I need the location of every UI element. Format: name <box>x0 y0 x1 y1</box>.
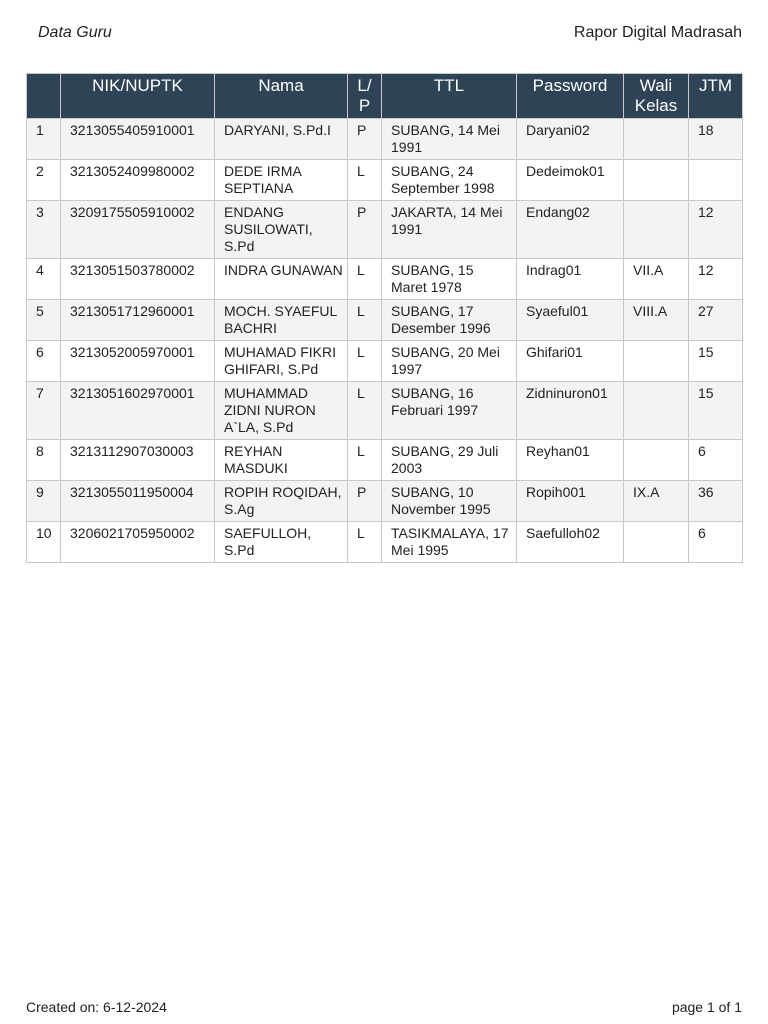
col-header-ttl: TTL <box>382 74 517 119</box>
table-row <box>27 522 743 563</box>
cell-nama: ROPIH ROQIDAH, S.Ag <box>215 481 348 522</box>
cell-lp: L <box>348 259 382 300</box>
table-row <box>27 481 743 522</box>
cell-jtm: 6 <box>689 522 743 563</box>
cell-ttl: SUBANG, 24 September 1998 <box>382 160 517 201</box>
cell-ttl: SUBANG, 29 Juli 2003 <box>382 440 517 481</box>
cell-nik: 3213052409980002 <box>61 160 215 201</box>
cell-nik: 3213055011950004 <box>61 481 215 522</box>
cell-wali-kelas <box>624 119 689 160</box>
cell-jtm: 12 <box>689 201 743 259</box>
teacher-table <box>26 73 743 563</box>
cell-lp: L <box>348 160 382 201</box>
col-header-nik: NIK/NUPTK <box>61 74 215 119</box>
cell-nama: MUHAMMAD ZIDNI NURON A`LA, S.Pd <box>215 382 348 440</box>
cell-no: 7 <box>27 382 61 440</box>
col-header-wali-kelas: Wali Kelas <box>624 74 689 119</box>
table-row <box>27 440 743 481</box>
cell-no: 10 <box>27 522 61 563</box>
cell-password: Zidninuron01 <box>517 382 624 440</box>
cell-nik: 3206021705950002 <box>61 522 215 563</box>
cell-nik: 3213051602970001 <box>61 382 215 440</box>
cell-ttl: SUBANG, 16 Februari 1997 <box>382 382 517 440</box>
col-header-lp: L/ P <box>348 74 382 119</box>
cell-nama: INDRA GUNAWAN <box>215 259 348 300</box>
cell-password: Indrag01 <box>517 259 624 300</box>
cell-ttl: TASIKMALAYA, 17 Mei 1995 <box>382 522 517 563</box>
cell-wali-kelas <box>624 160 689 201</box>
cell-no: 8 <box>27 440 61 481</box>
cell-jtm: 12 <box>689 259 743 300</box>
cell-lp: P <box>348 119 382 160</box>
page-number: page 1 of 1 <box>671 999 742 1015</box>
cell-no: 5 <box>27 300 61 341</box>
cell-wali-kelas <box>624 201 689 259</box>
cell-nik: 3213051503780002 <box>61 259 215 300</box>
col-header-jtm: JTM <box>689 74 743 119</box>
cell-nama: REYHAN MASDUKI <box>215 440 348 481</box>
cell-no: 4 <box>27 259 61 300</box>
cell-wali-kelas <box>624 522 689 563</box>
cell-password: Syaeful01 <box>517 300 624 341</box>
cell-password: Endang02 <box>517 201 624 259</box>
cell-nama: MUHAMAD FIKRI GHIFARI, S.Pd <box>215 341 348 382</box>
cell-wali-kelas <box>624 341 689 382</box>
cell-lp: L <box>348 522 382 563</box>
col-header-nama: Nama <box>215 74 348 119</box>
cell-jtm: 27 <box>689 300 743 341</box>
cell-ttl: SUBANG, 14 Mei 1991 <box>382 119 517 160</box>
cell-jtm: 6 <box>689 440 743 481</box>
cell-password: Dedeimok01 <box>517 160 624 201</box>
cell-ttl: SUBANG, 15 Maret 1978 <box>382 259 517 300</box>
app-name: Rapor Digital Madrasah <box>573 24 742 41</box>
cell-ttl: JAKARTA, 14 Mei 1991 <box>382 201 517 259</box>
cell-nik: 3209175505910002 <box>61 201 215 259</box>
cell-password: Saefulloh02 <box>517 522 624 563</box>
cell-no: 6 <box>27 341 61 382</box>
cell-wali-kelas: VIII.A <box>624 300 689 341</box>
cell-nama: SAEFULLOH, S.Pd <box>215 522 348 563</box>
cell-jtm: 15 <box>689 341 743 382</box>
cell-nik: 3213055405910001 <box>61 119 215 160</box>
table-header-row <box>27 74 743 119</box>
cell-nik: 3213112907030003 <box>61 440 215 481</box>
cell-wali-kelas <box>624 440 689 481</box>
table-body <box>27 119 743 563</box>
cell-ttl: SUBANG, 10 November 1995 <box>382 481 517 522</box>
cell-wali-kelas: IX.A <box>624 481 689 522</box>
table-row <box>27 341 743 382</box>
document-title: Data Guru <box>38 24 112 41</box>
cell-jtm: 18 <box>689 119 743 160</box>
table-row <box>27 382 743 440</box>
cell-lp: L <box>348 341 382 382</box>
cell-nama: DEDE IRMA SEPTIANA <box>215 160 348 201</box>
cell-wali-kelas: VII.A <box>624 259 689 300</box>
cell-jtm: 36 <box>689 481 743 522</box>
cell-ttl: SUBANG, 17 Desember 1996 <box>382 300 517 341</box>
cell-nama: ENDANG SUSILOWATI, S.Pd <box>215 201 348 259</box>
cell-lp: P <box>348 201 382 259</box>
created-date: Created on: 6-12-2024 <box>26 999 167 1015</box>
cell-no: 2 <box>27 160 61 201</box>
cell-no: 9 <box>27 481 61 522</box>
col-header-password: Password <box>517 74 624 119</box>
cell-jtm: 15 <box>689 382 743 440</box>
table-row <box>27 160 743 201</box>
cell-nama: DARYANI, S.Pd.I <box>215 119 348 160</box>
cell-nik: 3213051712960001 <box>61 300 215 341</box>
cell-nama: MOCH. SYAEFUL BACHRI <box>215 300 348 341</box>
table-row <box>27 300 743 341</box>
cell-ttl: SUBANG, 20 Mei 1997 <box>382 341 517 382</box>
cell-no: 3 <box>27 201 61 259</box>
cell-no: 1 <box>27 119 61 160</box>
cell-nik: 3213052005970001 <box>61 341 215 382</box>
table-row <box>27 201 743 259</box>
cell-password: Daryani02 <box>517 119 624 160</box>
col-header-no <box>27 74 61 119</box>
cell-password: Ghifari01 <box>517 341 624 382</box>
cell-lp: L <box>348 440 382 481</box>
table-row <box>27 119 743 160</box>
cell-lp: L <box>348 300 382 341</box>
cell-password: Reyhan01 <box>517 440 624 481</box>
cell-lp: P <box>348 481 382 522</box>
cell-lp: L <box>348 382 382 440</box>
cell-jtm <box>689 160 743 201</box>
cell-password: Ropih001 <box>517 481 624 522</box>
table-row <box>27 259 743 300</box>
cell-wali-kelas <box>624 382 689 440</box>
